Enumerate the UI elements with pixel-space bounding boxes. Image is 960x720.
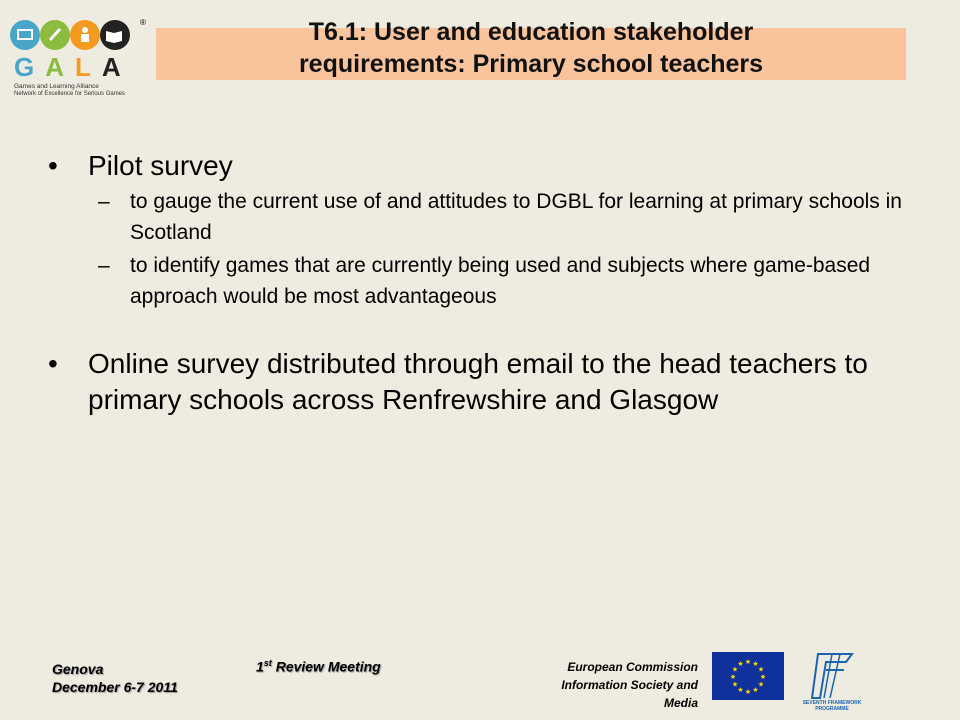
- sub-bullet-text: to gauge the current use of and attitudes to DGBL for learning at primary schools in Scotland: [130, 190, 902, 244]
- svg-text:★: ★: [729, 673, 737, 681]
- fp7-caption: [790, 700, 874, 712]
- logo-letter-g: G: [14, 52, 46, 82]
- logo-letter-a: A: [45, 52, 76, 82]
- logo-wordmark: [14, 52, 132, 83]
- dash-marker: –: [98, 190, 110, 213]
- logo-tagline: Network of Excellence for Serious Games: [14, 91, 126, 97]
- footer-meeting: [256, 658, 381, 675]
- meeting-text: Review Meeting: [271, 658, 381, 675]
- svg-text:★: ★: [737, 660, 744, 668]
- bullet-dot: •: [48, 150, 58, 181]
- dash-marker: –: [98, 254, 110, 277]
- logo-letter-a2: A: [101, 52, 132, 82]
- bullet-text: Online survey distributed through email to the head teachers to primary schools across Renfrewshire and Glasgow: [88, 348, 868, 415]
- sub-bullet-gauge: [48, 186, 908, 248]
- org-line-1: European Commission: [567, 660, 698, 674]
- slide-content: [48, 148, 908, 418]
- eu-flag-icon: [712, 652, 784, 700]
- svg-text:★: ★: [731, 680, 739, 689]
- bullet-text: Pilot survey: [88, 150, 233, 181]
- logo-icons: [10, 16, 140, 52]
- bullet-online-survey: [48, 346, 908, 418]
- logo-letter-l: L: [75, 52, 102, 82]
- svg-text:★: ★: [744, 688, 752, 696]
- logo-subtitle: Games and Learning Alliance: [14, 83, 99, 90]
- meeting-suffix: st: [263, 658, 272, 668]
- svg-text:★: ★: [752, 660, 759, 668]
- footer-location: Genova: [52, 661, 104, 677]
- footer-organisation: [500, 658, 698, 712]
- bullet-dot: •: [48, 348, 58, 379]
- sub-bullet-identify: [48, 250, 908, 312]
- registered-mark: ®: [140, 18, 146, 27]
- slide-title: [156, 16, 906, 80]
- gala-logo: [10, 16, 146, 97]
- svg-text:★: ★: [759, 673, 767, 681]
- footer-location-date: [52, 660, 178, 696]
- logo-glyphs-icon: [10, 20, 130, 50]
- bullet-pilot-survey: [48, 148, 908, 184]
- fp7-line-2: PROGRAMME: [815, 706, 849, 712]
- meeting-ordinal: 1: [256, 658, 264, 675]
- svg-text:★: ★: [757, 665, 765, 674]
- svg-text:★: ★: [744, 658, 752, 666]
- org-line-3: Media: [663, 696, 698, 710]
- svg-text:★: ★: [752, 686, 759, 694]
- svg-text:★: ★: [757, 680, 765, 689]
- sub-bullet-text: to identify games that are currently being used and subjects where game-based approach would be most advantageous: [130, 254, 871, 308]
- footer-date: December 6-7 2011: [52, 679, 178, 695]
- org-line-2: Information Society and: [561, 678, 698, 692]
- fp7-line-1: SEVENTH FRAMEWORK: [802, 700, 862, 706]
- svg-text:★: ★: [731, 665, 739, 674]
- svg-text:★: ★: [737, 686, 744, 694]
- title-line-2: requirements: Primary school teachers: [298, 50, 764, 78]
- title-line-1: T6.1: User and education stakeholder: [308, 18, 754, 46]
